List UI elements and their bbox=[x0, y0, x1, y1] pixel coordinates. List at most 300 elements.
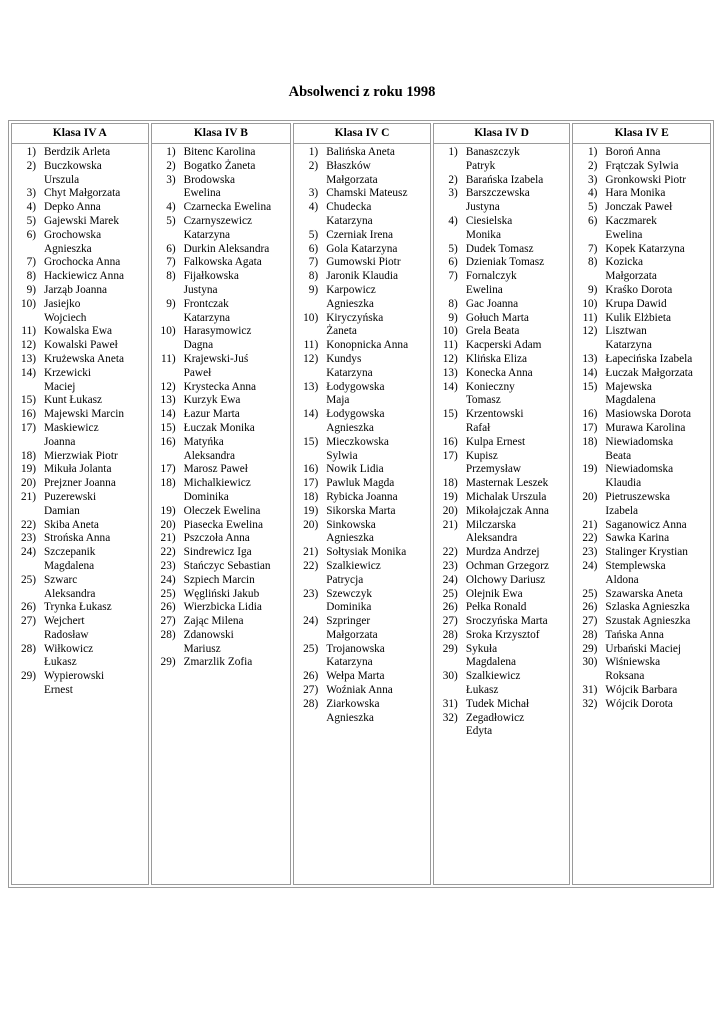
student-name: Pszczoła Anna bbox=[183, 532, 250, 545]
class-column-e bbox=[572, 123, 711, 885]
student-name: Ochman Grzegorz bbox=[465, 559, 549, 572]
student-number: 18) bbox=[582, 435, 598, 448]
student-number: 14) bbox=[303, 408, 319, 421]
student-name: Łuczak Małgorzata bbox=[605, 366, 693, 379]
student-list-item bbox=[434, 146, 570, 174]
student-list bbox=[434, 146, 570, 739]
student-name: Kaczmarek Ewelina bbox=[605, 214, 657, 241]
student-name: Grochocka Anna bbox=[44, 256, 121, 269]
student-name: Węgliński Jakub bbox=[183, 587, 260, 600]
student-number: 13) bbox=[303, 380, 319, 393]
student-list-item bbox=[294, 643, 430, 671]
student-name: Mikuła Jolanta bbox=[44, 463, 112, 476]
student-list-item bbox=[12, 201, 148, 215]
student-list-item bbox=[434, 477, 570, 491]
student-name: Depko Anna bbox=[44, 201, 101, 214]
student-list-item bbox=[434, 601, 570, 615]
student-list-item bbox=[12, 284, 148, 298]
student-name: Grochowska Agnieszka bbox=[44, 228, 102, 255]
student-number: 22) bbox=[582, 532, 598, 545]
student-name: Tudek Michał bbox=[465, 697, 530, 710]
student-list-item bbox=[573, 174, 710, 188]
student-number: 14) bbox=[20, 366, 36, 379]
student-list-item bbox=[152, 270, 291, 298]
student-list-item bbox=[12, 256, 148, 270]
student-number: 13) bbox=[20, 352, 36, 365]
student-number: 21) bbox=[20, 490, 36, 503]
student-number: 16) bbox=[20, 408, 36, 421]
student-name: Kowalski Paweł bbox=[44, 339, 118, 352]
student-name: Olchowy Dariusz bbox=[465, 573, 546, 586]
student-name: Pawluk Magda bbox=[326, 477, 395, 490]
student-name: Jasiejko Wojciech bbox=[44, 297, 87, 324]
student-name: Szalkiewicz Łukasz bbox=[465, 670, 521, 697]
student-list-item bbox=[12, 160, 148, 188]
student-name: Gajewski Marek bbox=[44, 214, 119, 227]
student-list-item bbox=[12, 463, 148, 477]
student-number: 10) bbox=[582, 297, 598, 310]
student-number: 7) bbox=[588, 242, 598, 255]
student-list-item bbox=[152, 408, 291, 422]
student-name: Wypierowski Ernest bbox=[44, 670, 105, 697]
student-list-item bbox=[434, 367, 570, 381]
student-list-item bbox=[573, 408, 710, 422]
student-list-item bbox=[573, 381, 710, 409]
student-name: Szlaska Agnieszka bbox=[605, 601, 690, 614]
student-list-item bbox=[434, 174, 570, 188]
student-list-item bbox=[434, 450, 570, 478]
student-name: Stalinger Krystian bbox=[605, 546, 688, 559]
student-name: Boroń Anna bbox=[605, 146, 661, 158]
student-number: 3) bbox=[166, 173, 176, 186]
student-list-item bbox=[434, 187, 570, 215]
student-list-item bbox=[573, 615, 710, 629]
student-number: 24) bbox=[442, 573, 458, 586]
student-number: 22) bbox=[160, 546, 176, 559]
student-name: Zegadłowicz Edyta bbox=[465, 711, 525, 738]
student-number: 16) bbox=[442, 435, 458, 448]
student-list-item bbox=[573, 353, 710, 367]
student-number: 14) bbox=[442, 380, 458, 393]
student-number: 7) bbox=[166, 256, 176, 269]
student-number: 20) bbox=[442, 504, 458, 517]
class-column-b bbox=[151, 123, 292, 885]
student-name: Milczarska Aleksandra bbox=[465, 518, 518, 545]
student-list-item bbox=[573, 698, 710, 712]
student-list-item bbox=[434, 312, 570, 326]
student-number: 4) bbox=[26, 201, 36, 214]
student-list-item bbox=[152, 505, 291, 519]
student-name: Niewiadomska Klaudia bbox=[605, 463, 674, 490]
student-number: 6) bbox=[308, 242, 319, 255]
student-name: Kowalska Ewa bbox=[44, 325, 113, 338]
student-number: 24) bbox=[303, 615, 319, 628]
student-number: 10) bbox=[20, 297, 36, 310]
student-name: Bitenc Karolina bbox=[183, 146, 256, 158]
student-list-item bbox=[434, 629, 570, 643]
student-name: Marosz Paweł bbox=[183, 463, 248, 476]
student-name: Michalak Urszula bbox=[465, 490, 547, 503]
student-list-item bbox=[294, 615, 430, 643]
student-list-item bbox=[573, 601, 710, 615]
student-name: Chyt Małgorzata bbox=[44, 187, 121, 200]
student-list-item bbox=[434, 436, 570, 450]
student-number: 11) bbox=[443, 339, 458, 352]
student-number: 29) bbox=[20, 670, 36, 683]
student-list-item bbox=[294, 312, 430, 340]
student-number: 20) bbox=[160, 518, 176, 531]
student-number: 1) bbox=[308, 146, 319, 158]
student-list-item bbox=[152, 146, 291, 160]
student-name: Szwarc Aleksandra bbox=[44, 573, 96, 600]
student-list-item bbox=[12, 394, 148, 408]
student-list bbox=[12, 146, 148, 698]
student-list-item bbox=[12, 491, 148, 519]
student-number: 7) bbox=[308, 256, 319, 269]
student-number: 10) bbox=[160, 325, 176, 338]
student-name: Fijałkowska Justyna bbox=[183, 270, 239, 296]
student-name: Oleczek Ewelina bbox=[183, 504, 261, 517]
student-list-item bbox=[573, 519, 710, 533]
student-list-item bbox=[434, 560, 570, 574]
student-list-item bbox=[573, 187, 710, 201]
student-list-item bbox=[12, 270, 148, 284]
student-name: Ziarkowska Agnieszka bbox=[326, 697, 380, 724]
student-number: 8) bbox=[308, 270, 319, 283]
student-number: 10) bbox=[442, 325, 458, 338]
student-list-item bbox=[434, 505, 570, 519]
student-name: Murdza Andrzej bbox=[465, 546, 540, 559]
student-name: Saganowicz Anna bbox=[605, 518, 687, 531]
student-name: Klińska Eliza bbox=[465, 352, 527, 365]
student-number: 5) bbox=[448, 242, 458, 255]
student-number: 27) bbox=[442, 615, 458, 628]
student-number: 17) bbox=[442, 449, 458, 462]
student-number: 25) bbox=[442, 587, 458, 600]
class-column-d bbox=[433, 123, 571, 885]
student-number: 25) bbox=[582, 587, 598, 600]
student-name: Fornalczyk Ewelina bbox=[465, 270, 517, 296]
student-list-item bbox=[573, 256, 710, 284]
student-number: 1) bbox=[588, 146, 598, 158]
student-number: 28) bbox=[160, 628, 176, 641]
student-number: 8) bbox=[26, 270, 36, 283]
student-number: 19) bbox=[442, 490, 458, 503]
student-name: Pietruszewska Izabela bbox=[605, 490, 671, 517]
student-name: Szczepanik Magdalena bbox=[44, 546, 96, 572]
student-number: 9) bbox=[308, 283, 319, 296]
student-number: 17) bbox=[160, 463, 176, 476]
student-name: Bogatko Żaneta bbox=[183, 159, 256, 172]
student-number: 12) bbox=[442, 352, 458, 365]
student-list-item bbox=[434, 574, 570, 588]
student-number: 2) bbox=[308, 159, 319, 172]
student-name: Sindrewicz Iga bbox=[183, 546, 252, 559]
student-name: Wiśniewska Roksana bbox=[605, 656, 661, 683]
student-number: 13) bbox=[442, 366, 458, 379]
student-number: 20) bbox=[582, 490, 598, 503]
student-name: Frątczak Sylwia bbox=[605, 159, 679, 172]
student-name: Stemplewska Aldona bbox=[605, 559, 666, 586]
student-number: 27) bbox=[160, 615, 176, 628]
student-number: 16) bbox=[303, 463, 319, 476]
student-name: Nowik Lidia bbox=[326, 463, 384, 476]
student-list-item bbox=[434, 491, 570, 505]
student-number: 18) bbox=[303, 490, 319, 503]
student-list-item bbox=[573, 463, 710, 491]
student-name: Kulpa Ernest bbox=[465, 435, 526, 448]
student-name: Szalkiewicz Patrycja bbox=[326, 559, 381, 586]
student-list-item bbox=[434, 256, 570, 270]
student-name: Ciesielska Monika bbox=[465, 214, 513, 241]
student-list-item bbox=[434, 215, 570, 243]
student-number: 26) bbox=[20, 601, 36, 614]
student-list-item bbox=[573, 532, 710, 546]
student-number: 10) bbox=[303, 311, 319, 324]
student-list-item bbox=[152, 243, 291, 257]
student-number: 7) bbox=[26, 256, 36, 269]
student-name: Wejchert Radosław bbox=[44, 615, 89, 641]
student-number: 12) bbox=[582, 325, 598, 338]
student-list-item bbox=[152, 477, 291, 505]
student-number: 6) bbox=[26, 228, 36, 241]
student-name: Berdzik Arleta bbox=[44, 146, 111, 158]
student-name: Tańska Anna bbox=[605, 628, 664, 641]
student-list-item bbox=[573, 201, 710, 215]
student-number: 29) bbox=[582, 642, 598, 655]
student-list-item bbox=[294, 477, 430, 491]
student-number: 5) bbox=[166, 214, 176, 227]
student-name: Trynka Łukasz bbox=[44, 601, 112, 614]
student-list-item bbox=[294, 588, 430, 616]
student-name: Strońska Anna bbox=[44, 532, 111, 545]
student-list-item bbox=[573, 436, 710, 464]
student-name: Olejnik Ewa bbox=[465, 587, 523, 600]
student-list-item bbox=[152, 160, 291, 174]
student-number: 22) bbox=[20, 518, 36, 531]
student-name: Szustak Agnieszka bbox=[605, 615, 691, 628]
student-name: Łodygowska Maja bbox=[326, 380, 385, 407]
student-list-item bbox=[152, 656, 291, 670]
student-number: 22) bbox=[303, 559, 319, 572]
student-name: Konieczny Tomasz bbox=[465, 380, 515, 407]
student-list-item bbox=[434, 698, 570, 712]
student-name: Niewiadomska Beata bbox=[605, 435, 674, 462]
student-list-item bbox=[294, 505, 430, 519]
student-number: 23) bbox=[160, 559, 176, 572]
student-number: 3) bbox=[448, 187, 458, 200]
student-list-item bbox=[294, 201, 430, 229]
student-number: 3) bbox=[26, 187, 36, 200]
student-list-item bbox=[294, 339, 430, 353]
student-name: Czarnecka Ewelina bbox=[183, 201, 272, 214]
student-number: 14) bbox=[582, 366, 598, 379]
student-number: 22) bbox=[442, 546, 458, 559]
student-name: Krystecka Anna bbox=[183, 380, 257, 393]
student-list bbox=[573, 146, 710, 712]
student-list-item bbox=[12, 339, 148, 353]
student-number: 20) bbox=[20, 477, 36, 490]
student-number: 8) bbox=[588, 256, 598, 269]
student-number: 25) bbox=[20, 573, 36, 586]
student-name: Michalkiewicz Dominika bbox=[183, 477, 251, 503]
student-name: Szawarska Aneta bbox=[605, 587, 683, 600]
student-list-item bbox=[573, 656, 710, 684]
page-title: Absolwenci z roku 1998 bbox=[288, 84, 436, 100]
student-list-item bbox=[294, 353, 430, 381]
student-list-item bbox=[12, 146, 148, 160]
student-number: 5) bbox=[26, 214, 36, 227]
student-list-item bbox=[12, 450, 148, 464]
student-number: 5) bbox=[588, 201, 598, 214]
student-list-item bbox=[294, 408, 430, 436]
student-list-item bbox=[152, 519, 291, 533]
student-list-item bbox=[12, 229, 148, 257]
student-name: Gola Katarzyna bbox=[326, 242, 398, 255]
student-number: 2) bbox=[166, 159, 176, 172]
student-name: Gac Joanna bbox=[465, 297, 519, 310]
student-list-item bbox=[152, 422, 291, 436]
student-name: Barszczewska Justyna bbox=[465, 187, 530, 214]
student-number: 23) bbox=[582, 546, 598, 559]
student-name: Durkin Aleksandra bbox=[183, 242, 270, 255]
student-name: Wiłkowicz Łukasz bbox=[44, 642, 94, 669]
student-list-item bbox=[152, 588, 291, 602]
student-name: Krużewska Aneta bbox=[44, 352, 124, 365]
student-name: Krupa Dawid bbox=[605, 297, 667, 310]
student-name: Kacperski Adam bbox=[465, 339, 542, 352]
student-name: Jonczak Paweł bbox=[605, 201, 673, 214]
student-name: Sroczyńska Marta bbox=[465, 615, 548, 628]
student-name: Matyńka Aleksandra bbox=[183, 435, 236, 462]
student-list-item bbox=[152, 532, 291, 546]
student-list-item bbox=[12, 519, 148, 533]
student-list-item bbox=[294, 270, 430, 284]
student-name: Łuczak Monika bbox=[183, 421, 255, 434]
student-name: Szewczyk Dominika bbox=[326, 587, 372, 614]
student-name: Gronkowski Piotr bbox=[605, 173, 687, 186]
student-list-item bbox=[12, 643, 148, 671]
class-header: Klasa IV C bbox=[294, 124, 430, 144]
student-number: 12) bbox=[20, 339, 36, 352]
student-number: 9) bbox=[448, 311, 458, 324]
student-name: Wełpa Marta bbox=[326, 670, 385, 683]
student-list-item bbox=[434, 519, 570, 547]
student-list-item bbox=[573, 560, 710, 588]
student-name: Krajewski-Juś Paweł bbox=[183, 352, 249, 379]
student-number: 1) bbox=[26, 146, 36, 158]
student-list-item bbox=[573, 298, 710, 312]
class-column-a bbox=[11, 123, 149, 885]
student-name: Brodowska Ewelina bbox=[183, 173, 236, 200]
student-name: Grela Beata bbox=[465, 325, 520, 338]
student-name: Czarnyszewicz Katarzyna bbox=[183, 214, 252, 241]
student-number: 9) bbox=[166, 297, 176, 310]
class-header: Klasa IV A bbox=[12, 124, 148, 144]
student-name: Sroka Krzysztof bbox=[465, 628, 540, 641]
student-name: Szpiech Marcin bbox=[183, 573, 255, 586]
student-name: Majewski Marcin bbox=[44, 408, 124, 421]
student-name: Jarząb Joanna bbox=[44, 283, 108, 296]
student-list-item bbox=[294, 243, 430, 257]
student-name: Stańczyc Sebastian bbox=[183, 559, 271, 572]
student-name: Szpringer Małgorzata bbox=[326, 615, 378, 641]
student-name: Chamski Mateusz bbox=[326, 187, 408, 200]
student-name: Prejzner Joanna bbox=[44, 477, 116, 490]
student-name: Sawka Karina bbox=[605, 532, 670, 545]
student-list-item bbox=[573, 215, 710, 243]
classes-table bbox=[8, 120, 714, 888]
student-number: 17) bbox=[582, 421, 598, 434]
student-number: 27) bbox=[582, 615, 598, 628]
student-list-item bbox=[573, 491, 710, 519]
student-number: 29) bbox=[442, 642, 458, 655]
student-name: Zdanowski Mariusz bbox=[183, 628, 234, 655]
student-list-item bbox=[573, 367, 710, 381]
student-list-item bbox=[152, 325, 291, 353]
student-number: 24) bbox=[582, 559, 598, 572]
student-number: 13) bbox=[582, 352, 598, 365]
student-name: Łazur Marta bbox=[183, 408, 240, 421]
student-list-item bbox=[294, 146, 430, 160]
student-name: Kulik Elżbieta bbox=[605, 311, 671, 324]
student-number: 21) bbox=[582, 518, 598, 531]
student-list-item bbox=[434, 670, 570, 698]
student-number: 18) bbox=[160, 477, 176, 490]
student-number: 31) bbox=[582, 684, 598, 697]
student-list-item bbox=[12, 615, 148, 643]
student-number: 19) bbox=[303, 504, 319, 517]
student-name: Barańska Izabela bbox=[465, 173, 544, 186]
student-number: 32) bbox=[582, 697, 598, 710]
student-list-item bbox=[152, 298, 291, 326]
student-name: Chudecka Katarzyna bbox=[326, 201, 373, 227]
student-name: Puzerewski Damian bbox=[44, 490, 97, 517]
student-number: 21) bbox=[303, 546, 319, 559]
class-header: Klasa IV B bbox=[152, 124, 291, 144]
student-number: 19) bbox=[160, 504, 176, 517]
student-number: 20) bbox=[303, 518, 319, 531]
student-list-item bbox=[434, 353, 570, 367]
student-name: Konopnicka Anna bbox=[326, 339, 409, 352]
student-number: 16) bbox=[582, 408, 598, 421]
student-name: Mieczkowska Sylwia bbox=[326, 435, 389, 462]
student-name: Wójcik Barbara bbox=[605, 684, 678, 697]
student-list-item bbox=[152, 381, 291, 395]
student-number: 8) bbox=[448, 297, 458, 310]
student-list-item bbox=[294, 670, 430, 684]
student-list-item bbox=[573, 643, 710, 657]
student-number: 21) bbox=[160, 532, 176, 545]
student-list-item bbox=[573, 325, 710, 353]
student-number: 26) bbox=[582, 601, 598, 614]
student-number: 9) bbox=[588, 283, 598, 296]
student-list-item bbox=[573, 284, 710, 298]
student-number: 2) bbox=[26, 159, 36, 172]
student-list-item bbox=[434, 339, 570, 353]
student-list-item bbox=[294, 519, 430, 547]
student-name: Czerniak Irena bbox=[326, 228, 394, 241]
student-list-item bbox=[152, 201, 291, 215]
student-number: 6) bbox=[588, 214, 598, 227]
student-list-item bbox=[12, 601, 148, 615]
student-number: 17) bbox=[303, 477, 319, 490]
student-number: 23) bbox=[20, 532, 36, 545]
student-name: Pełka Ronald bbox=[465, 601, 527, 614]
student-list-item bbox=[434, 270, 570, 298]
student-list-item bbox=[573, 629, 710, 643]
student-name: Kiryczyńska Żaneta bbox=[326, 311, 384, 338]
